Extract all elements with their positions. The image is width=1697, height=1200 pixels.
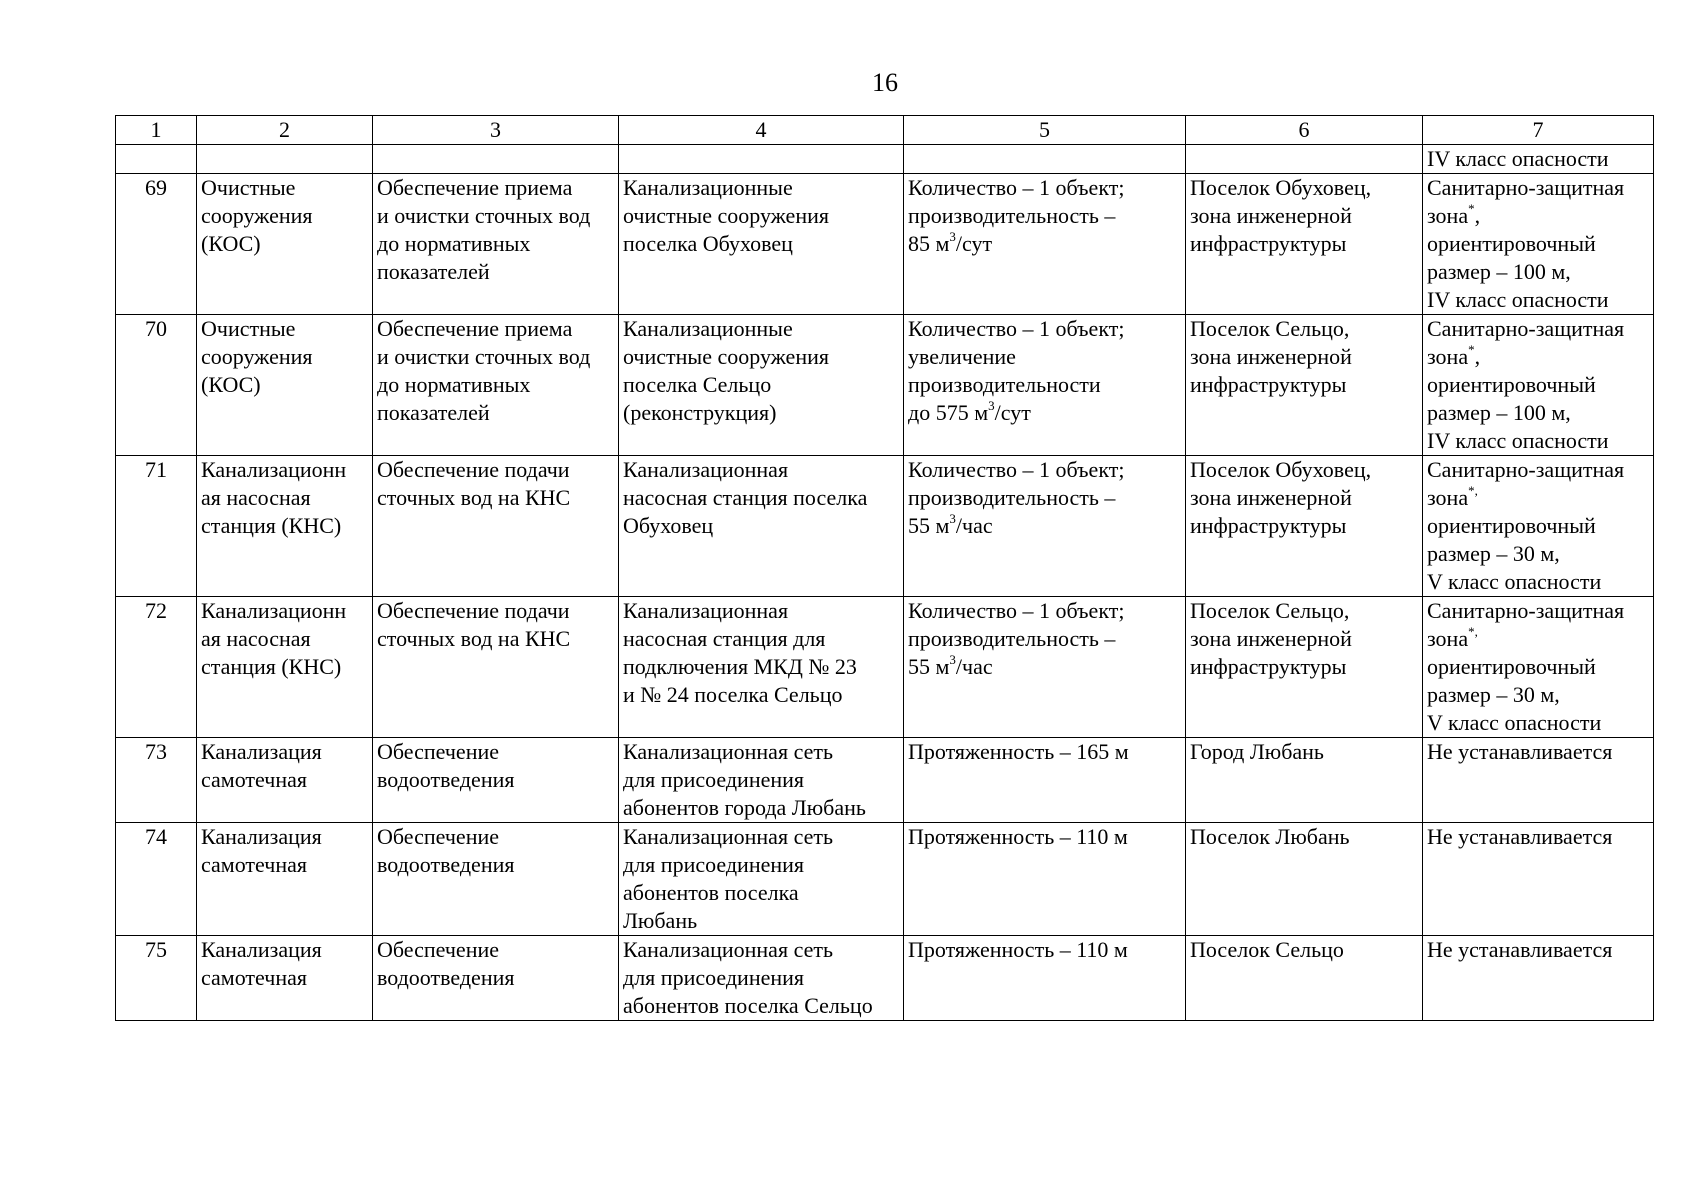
- purpose-cell: Обеспечение подачи сточных вод на КНС: [373, 456, 619, 597]
- description-cell: Канализационные очистные сооружения поселка Обуховец: [619, 174, 904, 315]
- object-name-cell: Канализация самотечная: [197, 823, 373, 936]
- zone-cell-text: Не устанавливается: [1427, 824, 1613, 849]
- zone-cell-text: Не устанавливается: [1427, 937, 1613, 962]
- zone-cell: [1423, 456, 1654, 597]
- parameters-cell: [904, 823, 1186, 936]
- parameters-cell-suffix: /сут: [955, 231, 993, 256]
- parameters-cell: [904, 456, 1186, 597]
- table-cell: IV класс опасности: [1423, 145, 1654, 174]
- table-row: [116, 456, 1654, 597]
- row-number: 74: [116, 823, 197, 936]
- table-cell: [116, 145, 197, 174]
- zone-cell: [1423, 597, 1654, 738]
- row-number: 72: [116, 597, 197, 738]
- table-row: [116, 936, 1654, 1021]
- page-number: 16: [872, 68, 898, 97]
- zone-cell-suffix: ориентировочный размер – 30 м, V класс опасности: [1427, 654, 1602, 735]
- parameters-cell-text: Количество – 1 объект; увеличение производительности до 575 м: [908, 316, 1125, 425]
- location-cell: Поселок Сельцо: [1186, 936, 1423, 1021]
- parameters-cell-text: Количество – 1 объект; производительность – 85 м: [908, 175, 1125, 256]
- column-header: 4: [619, 116, 904, 145]
- table-cell: [904, 145, 1186, 174]
- row-number: 69: [116, 174, 197, 315]
- table-cell: [1186, 145, 1423, 174]
- table-cell: [373, 145, 619, 174]
- parameters-cell: [904, 738, 1186, 823]
- table-row: [116, 597, 1654, 738]
- parameters-cell-suffix: /сут: [994, 400, 1031, 425]
- parameters-cell-superscript: 3: [949, 228, 956, 244]
- description-cell: Канализационные очистные сооружения поселка Сельцо (реконструкция): [619, 315, 904, 456]
- zone-cell-suffix: ориентировочный размер – 30 м, V класс опасности: [1427, 513, 1602, 594]
- zone-cell: [1423, 823, 1654, 936]
- object-name-cell: Очистные сооружения (КОС): [197, 174, 373, 315]
- zone-cell: [1423, 936, 1654, 1021]
- zone-cell-superscript: *,: [1468, 482, 1478, 498]
- description-cell: Канализационная насосная станция поселка Обуховец: [619, 456, 904, 597]
- description-cell: Канализационная насосная станция для подключения МКД № 23 и № 24 поселка Сельцо: [619, 597, 904, 738]
- object-name-cell: Канализация самотечная: [197, 936, 373, 1021]
- parameters-cell: [904, 315, 1186, 456]
- continuation-row: [116, 145, 1654, 174]
- parameters-cell-superscript: 3: [949, 510, 956, 526]
- purpose-cell: Обеспечение водоотведения: [373, 823, 619, 936]
- data-table: [115, 115, 1654, 1021]
- zone-cell-superscript: *: [1468, 341, 1475, 357]
- parameters-cell: [904, 174, 1186, 315]
- zone-cell-text: Санитарно-защитная зона: [1427, 457, 1625, 510]
- purpose-cell: Обеспечение водоотведения: [373, 936, 619, 1021]
- zone-cell-superscript: *: [1468, 200, 1475, 216]
- zone-cell-text: Санитарно-защитная зона: [1427, 316, 1625, 369]
- parameters-cell-superscript: 3: [988, 397, 995, 413]
- location-cell: Город Любань: [1186, 738, 1423, 823]
- zone-cell-suffix: , ориентировочный размер – 100 м, IV класс опасности: [1427, 344, 1609, 453]
- purpose-cell: Обеспечение водоотведения: [373, 738, 619, 823]
- parameters-cell-text: Протяженность – 110 м: [908, 937, 1128, 962]
- row-number: 70: [116, 315, 197, 456]
- column-header: 7: [1423, 116, 1654, 145]
- row-number: 71: [116, 456, 197, 597]
- purpose-cell: Обеспечение приема и очистки сточных вод до нормативных показателей: [373, 174, 619, 315]
- zone-cell-text: Не устанавливается: [1427, 739, 1613, 764]
- zone-cell-text: Санитарно-защитная зона: [1427, 175, 1625, 228]
- purpose-cell: Обеспечение подачи сточных вод на КНС: [373, 597, 619, 738]
- object-name-cell: Канализационн ая насосная станция (КНС): [197, 597, 373, 738]
- table-row: [116, 738, 1654, 823]
- table-row: [116, 823, 1654, 936]
- zone-cell: [1423, 315, 1654, 456]
- purpose-cell: Обеспечение приема и очистки сточных вод до нормативных показателей: [373, 315, 619, 456]
- column-header: 5: [904, 116, 1186, 145]
- parameters-cell: [904, 936, 1186, 1021]
- table-cell: [197, 145, 373, 174]
- description-cell: Канализационная сеть для присоединения абонентов поселка Любань: [619, 823, 904, 936]
- object-name-cell: Канализационн ая насосная станция (КНС): [197, 456, 373, 597]
- table-row: [116, 174, 1654, 315]
- row-number: 73: [116, 738, 197, 823]
- parameters-cell: [904, 597, 1186, 738]
- table-header-row: [116, 116, 1654, 145]
- zone-cell: [1423, 738, 1654, 823]
- column-header: 3: [373, 116, 619, 145]
- zone-cell-superscript: *,: [1468, 623, 1478, 639]
- parameters-cell-suffix: /час: [955, 654, 993, 679]
- column-header: 2: [197, 116, 373, 145]
- table-cell: [619, 145, 904, 174]
- location-cell: Поселок Любань: [1186, 823, 1423, 936]
- table-row: [116, 315, 1654, 456]
- parameters-cell-suffix: /час: [955, 513, 993, 538]
- parameters-cell-text: Количество – 1 объект; производительность – 55 м: [908, 598, 1125, 679]
- parameters-cell-superscript: 3: [949, 651, 956, 667]
- location-cell: Поселок Сельцо, зона инженерной инфраструктуры: [1186, 597, 1423, 738]
- column-header: 6: [1186, 116, 1423, 145]
- location-cell: Поселок Обуховец, зона инженерной инфраструктуры: [1186, 174, 1423, 315]
- description-cell: Канализационная сеть для присоединения абонентов города Любань: [619, 738, 904, 823]
- description-cell: Канализационная сеть для присоединения абонентов поселка Сельцо: [619, 936, 904, 1021]
- location-cell: Поселок Сельцо, зона инженерной инфраструктуры: [1186, 315, 1423, 456]
- row-number: 75: [116, 936, 197, 1021]
- object-name-cell: Очистные сооружения (КОС): [197, 315, 373, 456]
- column-header: 1: [116, 116, 197, 145]
- object-name-cell: Канализация самотечная: [197, 738, 373, 823]
- parameters-cell-text: Количество – 1 объект; производительность – 55 м: [908, 457, 1125, 538]
- location-cell: Поселок Обуховец, зона инженерной инфраструктуры: [1186, 456, 1423, 597]
- zone-cell: [1423, 174, 1654, 315]
- parameters-cell-text: Протяженность – 110 м: [908, 824, 1128, 849]
- zone-cell-text: Санитарно-защитная зона: [1427, 598, 1625, 651]
- zone-cell-suffix: , ориентировочный размер – 100 м, IV класс опасности: [1427, 203, 1609, 312]
- parameters-cell-text: Протяженность – 165 м: [908, 739, 1129, 764]
